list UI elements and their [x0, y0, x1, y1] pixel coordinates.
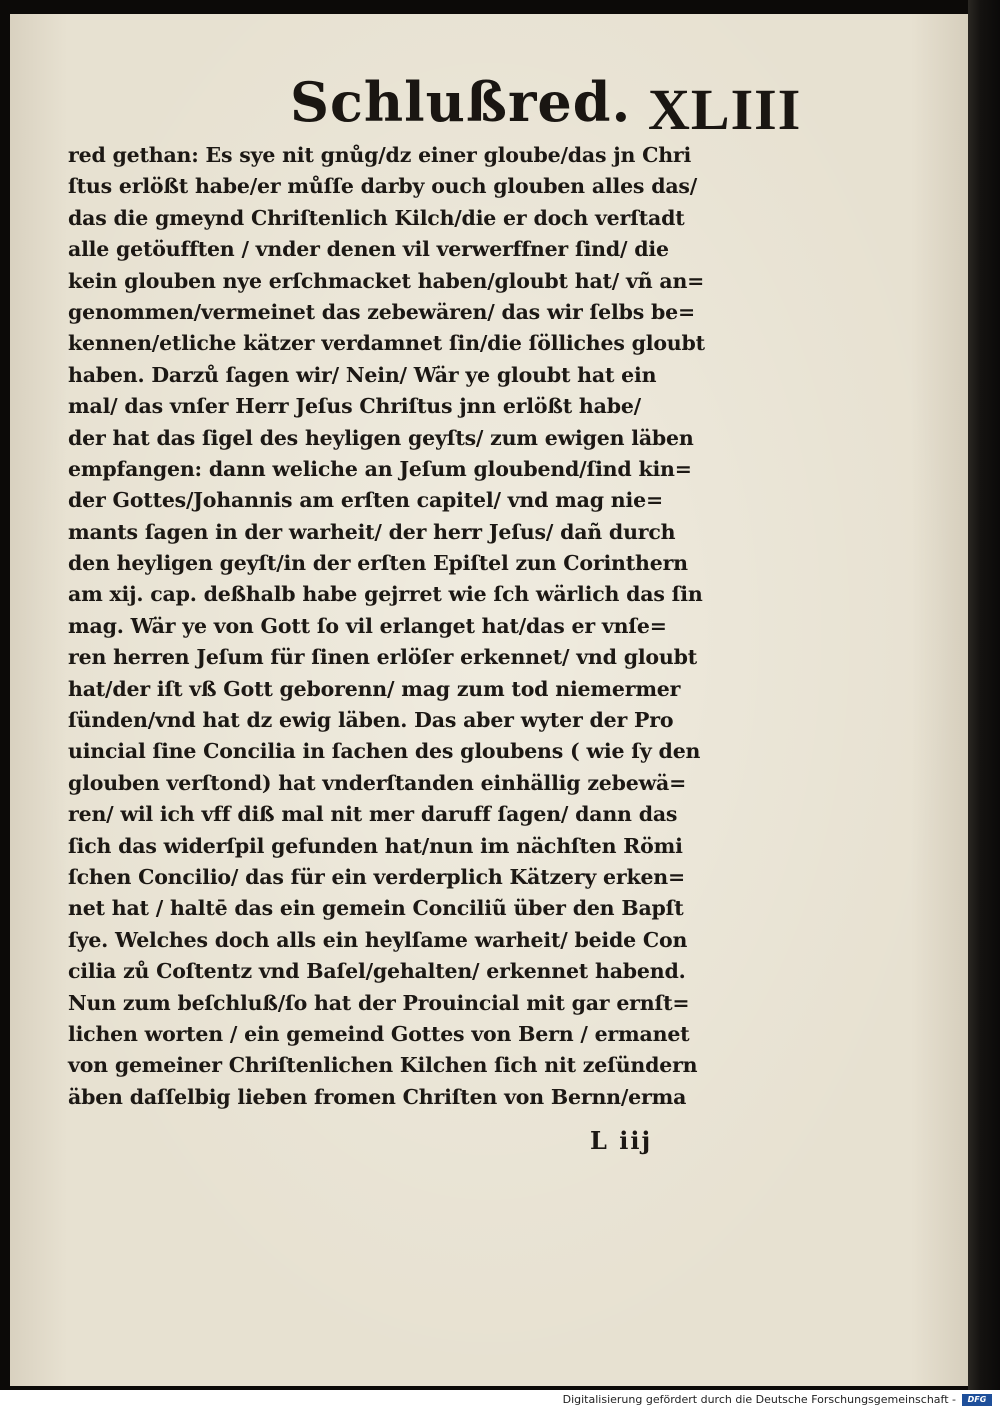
- text-line: ſchen Concilio/ das für ein verderplich Kätzery erken=: [68, 864, 685, 889]
- text-line: net hat / haltē das ein gemein Conciliũ über den Bapſt: [68, 896, 684, 921]
- text-line: äben daſſelbig lieben fromen Chriſten von Bernn/erma: [68, 1084, 687, 1109]
- text-line: haben. Darzů ſagen wir/ Nein/ Wär ye gloubt hat ein: [68, 362, 657, 387]
- text-line: ſtus erlößt habe/er můſſe darby ouch glouben alles das/: [68, 174, 698, 199]
- text-line: mag. Wär ye von Gott ſo vil erlanget hat/das er vnſe=: [68, 613, 667, 638]
- text-line: red gethan: Es sye nit gnůg/dz einer gloube/das jn Chri: [68, 143, 692, 167]
- dfg-logo: DFG: [962, 1394, 992, 1406]
- text-line: hat/der iſt vß Gott geborenn/ mag zum tod niemermer: [68, 676, 681, 701]
- footer-bar: [0, 1390, 1000, 1411]
- text-line: cilia zů Coſtentz vnd Baſel/gehalten/ erkennet habend.: [68, 959, 686, 984]
- text-line: der hat das ſigel des heyligen geyſts/ zum ewigen läben: [68, 425, 694, 450]
- text-line: am xij. cap. deßhalb habe gejrret wie ſch wärlich das ſin: [68, 582, 703, 607]
- text-line: ren herren Jeſum für ſinen erlöſer erkennet/ vnd gloubt: [68, 645, 697, 670]
- text-line: genommen/vermeinet das zebewären/ das wir ſelbs be=: [68, 299, 695, 324]
- text-line: den heyligen geyſt/in der erſten Epiſtel zun Corinthern: [68, 551, 688, 576]
- text-line: ſünden/vnd hat dz ewig läben. Das aber wyter der Pro: [68, 708, 674, 733]
- funding-credit: Digitalisierung gefördert durch die Deutsche Forschungsgemeinschaft -: [562, 1393, 956, 1406]
- text-line: mants ſagen in der warheit/ der herr Jeſus/ dañ durch: [68, 519, 676, 544]
- text-line: ſich das widerſpil gefunden hat/nun im nächſten Römi: [68, 833, 683, 858]
- text-line: ren/ wil ich vff diß mal nit mer daruff ſagen/ dann das: [68, 802, 678, 827]
- signature-mark: L iij: [590, 1126, 653, 1155]
- text-line: Nun zum beſchluß/ſo hat der Prouincial mit gar ernſt=: [68, 990, 690, 1015]
- text-line: der Gottes/Johannis am erſten capitel/ vnd mag nie=: [68, 488, 663, 513]
- text-line: mal/ das vnſer Herr Jeſus Chriſtus jnn erlößt habe/: [68, 394, 641, 419]
- text-line: alle getöufften / vnder denen vil verwerffner ſind/ die: [68, 237, 669, 262]
- text-line: von gemeiner Chriſtenlichen Kilchen ſich nit zeſündern: [68, 1053, 698, 1078]
- text-line: uincial ſine Concilia in ſachen des gloubens ( wie ſy den: [68, 739, 701, 764]
- body-text: [68, 140, 768, 1113]
- running-title: Schlußred.: [290, 70, 632, 134]
- text-line: kennen/etliche kätzer verdamnet ſin/die ſölliches gloubt: [68, 331, 705, 356]
- text-line: empfangen: dann weliche an Jeſum gloubend/ſind kin=: [68, 456, 692, 481]
- text-line: kein glouben nye erſchmacket haben/gloubt hat/ vñ an=: [68, 268, 705, 293]
- text-line: glouben verſtond) hat vnderſtanden einhällig zebewä=: [68, 770, 687, 795]
- book-edge: [968, 0, 1000, 1390]
- text-line: das die gmeynd Chriſtenlich Kilch/die er doch verſtadt: [68, 205, 685, 230]
- text-line: ſye. Welches doch alls ein heylſame warheit/ beide Con: [68, 927, 688, 952]
- folio-number: XLIII: [648, 77, 802, 142]
- text-line: lichen worten / ein gemeind Gottes von Bern / ermanet: [68, 1021, 690, 1046]
